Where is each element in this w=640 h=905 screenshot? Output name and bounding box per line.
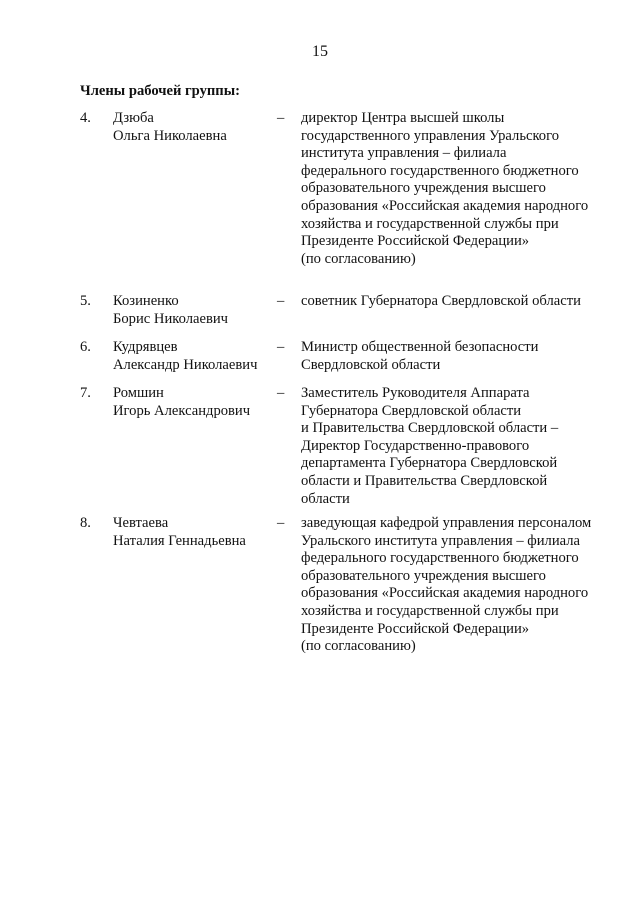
member-role: советник Губернатора Свердловской области <box>301 293 581 309</box>
member-surname: Кудрявцев <box>113 339 178 355</box>
member-number: 7. <box>80 385 91 401</box>
member-surname: Чевтаева <box>113 515 169 531</box>
dash-separator: – <box>277 385 285 401</box>
member-number: 4. <box>80 110 91 126</box>
member-given-name: Борис Николаевич <box>113 310 228 327</box>
member-number: 8. <box>80 515 91 531</box>
member-given-name: Ольга Николаевна <box>113 127 227 144</box>
member-role: Министр общественной безопасности Свердловской области <box>301 339 539 373</box>
dash-separator: – <box>277 339 285 355</box>
dash-separator: – <box>277 293 285 309</box>
member-number: 6. <box>80 339 91 355</box>
member-name <box>113 515 288 550</box>
member-role: директор Центра высшей школы государственного управления Уральского института управления – филиала федерального государственного бюджетного образовательного учреждения высшего образования «Российская академия народного хозяйства и государственной службы при Президенте Российской Федерации» (по согласованию) <box>301 110 589 267</box>
member-surname: Козиненко <box>113 293 179 309</box>
dash-separator: – <box>277 110 285 126</box>
member-role: Заместитель Руководителя Аппарата Губернатора Свердловской области и Правительства Свердловской области – Директор Государственно-правового департамента Губернатора Свердловской области и Правительства Свердловской области <box>301 385 559 507</box>
member-given-name: Александр Николаевич <box>113 356 258 373</box>
section-heading: Члены рабочей группы: <box>80 83 240 99</box>
member-surname: Дзюба <box>113 110 154 126</box>
member-number: 5. <box>80 293 91 309</box>
page-number: 15 <box>312 43 328 60</box>
member-name <box>113 110 288 145</box>
member-given-name: Игорь Александрович <box>113 402 251 419</box>
member-name <box>113 385 288 420</box>
member-name <box>113 339 288 374</box>
member-given-name: Наталия Геннадьевна <box>113 532 246 549</box>
member-name <box>113 293 288 328</box>
member-role: заведующая кафедрой управления персоналом Уральского института управления – филиала федерального государственного бюджетного образовательного учреждения высшего образования «Российская академия народного хозяйства и государственной службы при Президенте Российской Федерации» (по согласованию) <box>301 515 592 655</box>
dash-separator: – <box>277 515 285 531</box>
member-surname: Ромшин <box>113 385 164 401</box>
